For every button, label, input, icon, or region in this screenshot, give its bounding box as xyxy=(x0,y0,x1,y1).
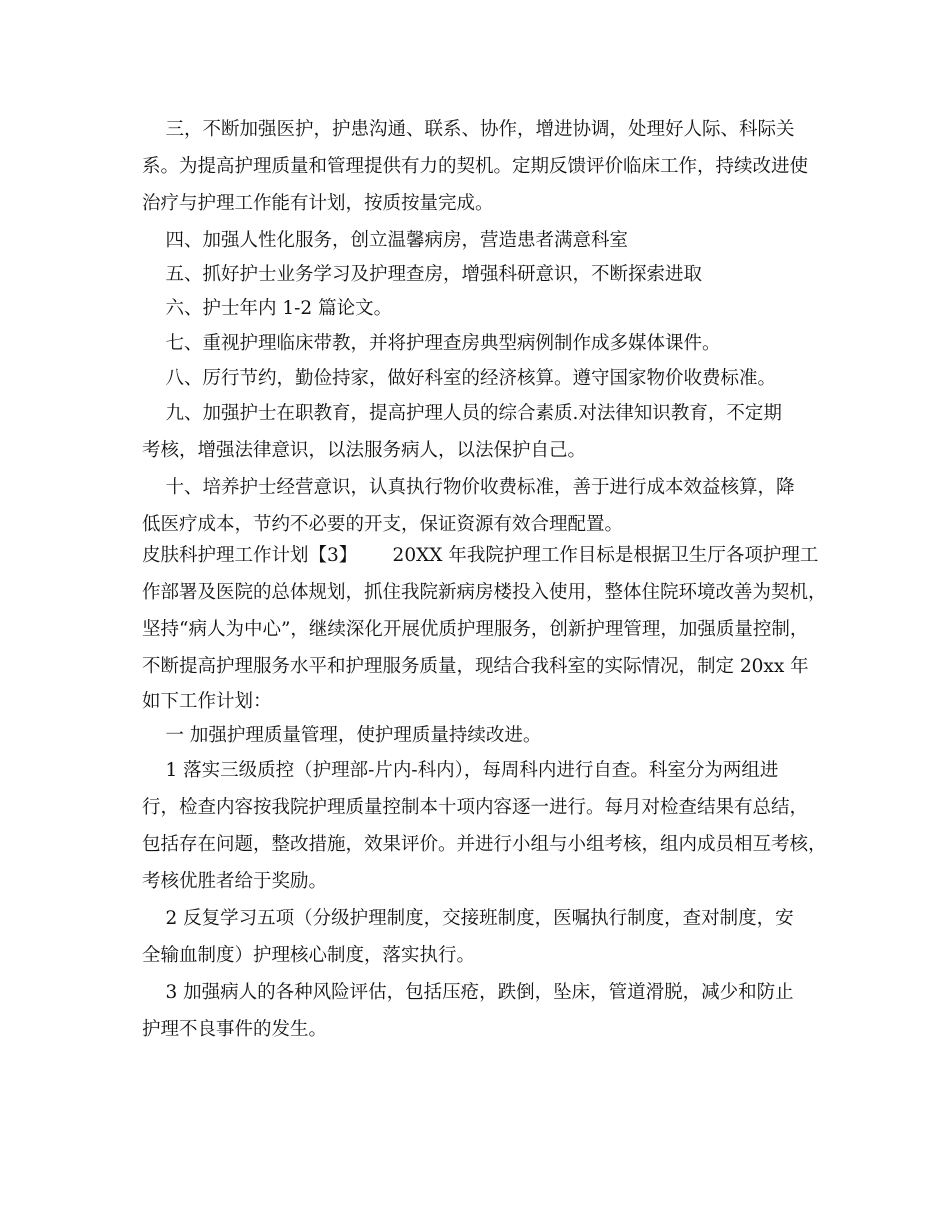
text-line: 七、重视护理临床带教，并将护理查房典型病例制作成多媒体课件。 xyxy=(142,333,721,354)
text-line: 四、加强人性化服务，创立温馨病房，营造患者满意科室 xyxy=(142,230,629,251)
text-line: 一 加强护理质量管理，使护理质量持续改进。 xyxy=(142,725,542,746)
text-line: 八、厉行节约，勤俭持家，做好科室的经济核算。遵守国家物价收费标准。 xyxy=(142,368,777,389)
text-line: 三，不断加强医护，护患沟通、联系、协作，增进协调，处理好人际、科际关 xyxy=(142,119,795,140)
text-line: 作部署及医院的总体规划，抓住我院新病房楼投入使用，整体住院环境改善为契机， xyxy=(142,582,827,603)
text-line: 不断提高护理服务水平和护理服务质量，现结合我科室的实际情况，制定 20xx 年 xyxy=(142,656,809,677)
text-line: 坚持“病人为中心”，继续深化开展优质护理服务，创新护理管理，加强质量控制， xyxy=(142,619,809,640)
text-line: 系。为提高护理质量和管理提供有力的契机。定期反馈评价临床工作，持续改进使 xyxy=(142,156,809,177)
text-line: 考核优胜者给于奖励。 xyxy=(142,871,328,892)
text-line: 包括存在问题，整改措施，效果评价。并进行小组与小组考核，组内成员相互考核， xyxy=(142,834,827,855)
text-line: 护理不良事件的发生。 xyxy=(142,1019,328,1040)
text-line: 皮肤科护理工作计划【3】 20XX 年我院护理工作目标是根据卫生厅各项护理工 xyxy=(142,545,819,566)
text-line: 考核，增强法律意识，以法服务病人，以法保护自己。 xyxy=(142,440,587,461)
text-line: 如下工作计划： xyxy=(142,691,272,712)
text-line: 3 加强病人的各种风险评估，包括压疮，跌倒，坠床，管道滑脱，减少和防止 xyxy=(142,982,794,1003)
text-line: 六、护士年内 1-2 篇论文。 xyxy=(142,298,393,319)
text-line: 2 反复学习五项（分级护理制度，交接班制度，医嘱执行制度，查对制度，安 xyxy=(142,908,794,929)
text-line: 1 落实三级质控（护理部-片内-科内），每周科内进行自查。科室分为两组进 xyxy=(142,760,779,781)
text-line: 五、抓好护士业务学习及护理查房，增强科研意识，不断探索进取 xyxy=(142,264,703,285)
text-line: 十、培养护士经营意识，认真执行物价收费标准，善于进行成本效益核算，降 xyxy=(142,477,795,498)
text-line: 低医疗成本，节约不必要的开支，保证资源有效合理配置。 xyxy=(142,514,624,535)
text-line: 治疗与护理工作能有计划，按质按量完成。 xyxy=(142,193,494,214)
text-line: 九、加强护士在职教育，提高护理人员的综合素质.对法律知识教育，不定期 xyxy=(142,403,782,424)
text-line: 行，检查内容按我院护理质量控制本十项内容逐一进行。每月对检查结果有总结， xyxy=(142,797,809,818)
text-line: 全输血制度）护理核心制度，落实执行。 xyxy=(142,945,476,966)
